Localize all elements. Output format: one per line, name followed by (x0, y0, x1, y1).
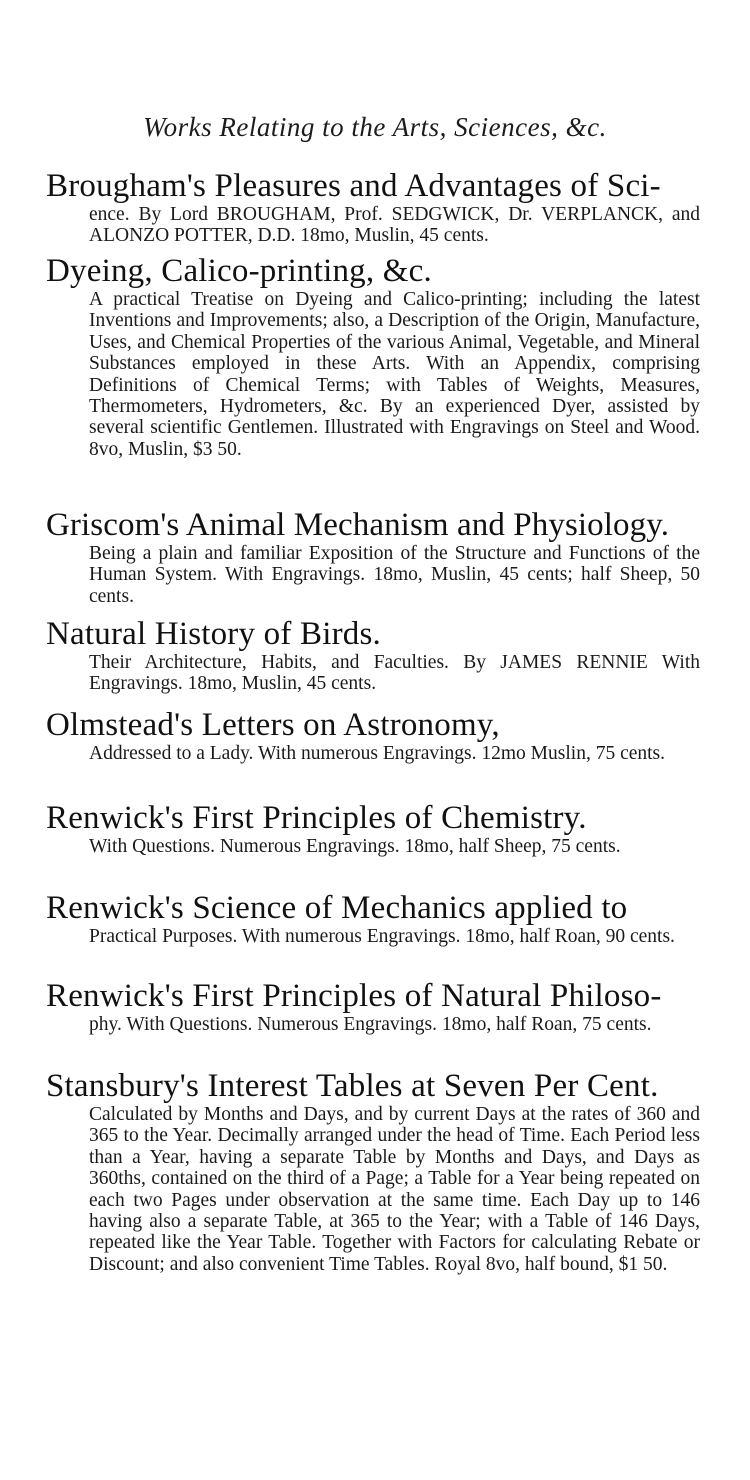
entry-title: Stansbury's Interest Tables at Seven Per Cent. (46, 1068, 659, 1104)
entry-title: Olmstead's Letters on Astronomy, (46, 707, 500, 743)
entry-description: With Questions. Numerous Engravings. 18mo, half Sheep, 75 cents. (89, 836, 621, 857)
entry-description: Addressed to a Lady. With numerous Engravings. 12mo Muslin, 75 cents. (89, 743, 666, 764)
entry-description: Calculated by Months and Days, and by current Days at the rates of 360 and 365 to the Year. Decimally arranged under the head of Time. Each Period less than a Year, having a separate Table by Months and Days, and Days as 360ths, contained on the third of a Page; a Table for a Year being repeated on each two Pages under observation at the same time. Each Day up to 146 having also a separate Table, at 365 to the Year; with a Table of 146 Days, repeated like the Year Table. Together with Factors for calculating Rebate or Discount; and also convenient Time Tables. Royal 8vo, half bound, $1 50. (89, 1104, 700, 1275)
catalog-entry (46, 707, 700, 764)
catalog-entry (46, 616, 700, 695)
entry-description: phy. With Questions. Numerous Engravings. 18mo, half Roan, 75 cents. (89, 1014, 652, 1035)
entry-title: Renwick's First Principles of Natural Philoso- (46, 978, 662, 1014)
catalog-entry (46, 1068, 700, 1275)
catalog-entry (46, 168, 700, 247)
entry-title: Brougham's Pleasures and Advantages of Sci- (46, 168, 661, 204)
catalog-entry (46, 253, 700, 460)
catalog-entry (46, 507, 700, 607)
catalog-entry (46, 890, 700, 947)
entry-description: Being a plain and familiar Exposition of the Structure and Functions of the Human System. With Engravings. 18mo, Muslin, 45 cents; half Sheep, 50 cents. (89, 543, 700, 607)
entry-title: Dyeing, Calico-printing, &c. (46, 253, 432, 289)
entry-title: Natural History of Birds. (46, 616, 381, 652)
entry-description: ence. By Lord BROUGHAM, Prof. SEDGWICK, Dr. VERPLANCK, and ALONZO POTTER, D.D. 18mo, Muslin, 45 cents. (89, 204, 700, 247)
entry-description: Practical Purposes. With numerous Engravings. 18mo, half Roan, 90 cents. (89, 926, 675, 947)
entry-description: A practical Treatise on Dyeing and Calico-printing; including the latest Inventions and Improvements; also, a Description of the Origin, Manufacture, Uses, and Chemical Properties of the various Animal, Vegetable, and Mineral Substances employed in these Arts. With an Appendix, comprising Definitions of Chemical Terms; with Tables of Weights, Measures, Thermometers, Hydrometers, &c. By an experienced Dyer, assisted by several scientific Gentlemen. Illustrated with Engravings on Steel and Wood. 8vo, Muslin, $3 50. (89, 289, 700, 460)
catalog-entry (46, 800, 700, 857)
entry-title: Renwick's First Principles of Chemistry. (46, 800, 587, 836)
catalog-entry (46, 978, 700, 1035)
entry-description: Their Architecture, Habits, and Faculties. By JAMES RENNIE With Engravings. 18mo, Muslin, 45 cents. (89, 652, 700, 695)
running-head: Works Relating to the Arts, Sciences, &c. (143, 112, 607, 142)
entry-title: Griscom's Animal Mechanism and Physiology. (46, 507, 670, 543)
entry-title: Renwick's Science of Mechanics applied to (46, 890, 628, 926)
